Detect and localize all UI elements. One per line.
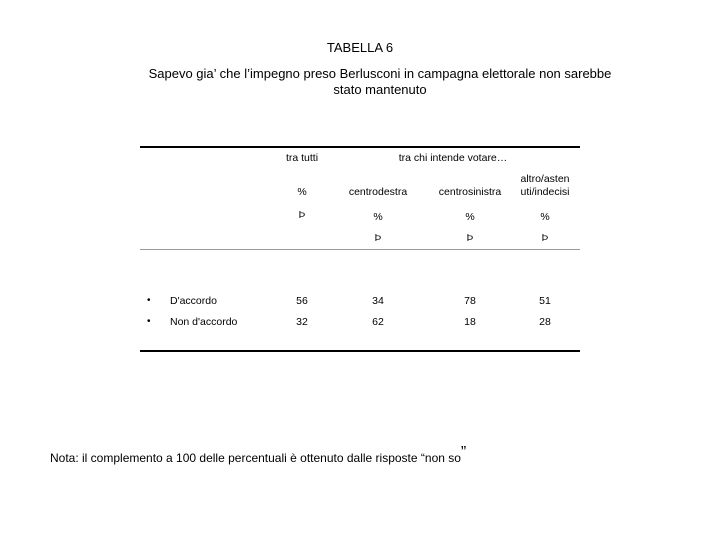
header-col-all-unit: % xyxy=(297,186,307,198)
note-text: Nota: il complemento a 100 delle percentuali è ottenuto dalle risposte “non so xyxy=(50,451,461,465)
header-unit-altro: % xyxy=(540,211,550,223)
header-col-altro-line-2: uti/indecisi xyxy=(520,186,570,198)
table-title: TABELLA 6 xyxy=(326,40,394,55)
subtitle-line-2: stato mantenuto xyxy=(333,82,427,97)
header-arrow-glyph-altro: Þ xyxy=(541,233,549,244)
header-rule xyxy=(140,249,580,250)
subtitle-line-1: Sapevo gia’ che l’impegno preso Berlusconi in campagna elettorale non sarebbe xyxy=(148,66,612,81)
cell-non-accordo-other: 28 xyxy=(539,316,551,328)
header-col-centrosinistra: centrosinistra xyxy=(438,186,502,198)
header-arrow-glyph-all: Þ xyxy=(298,210,306,221)
cell-accordo-cd: 34 xyxy=(372,295,384,307)
row-bullet: • xyxy=(147,316,151,327)
row-label-non-accordo: Non d'accordo xyxy=(170,316,238,328)
header-group-all: tra tutti xyxy=(285,152,319,164)
header-group-voters: tra chi intende votare… xyxy=(398,152,508,164)
row-label-accordo: D'accordo xyxy=(170,295,217,307)
table-top-rule xyxy=(140,146,580,148)
table-subtitle xyxy=(100,66,660,98)
header-arrow-glyph-centrosinistra: Þ xyxy=(466,233,474,244)
note-close-quote: ” xyxy=(460,444,467,461)
header-unit-centrosinistra: % xyxy=(465,211,475,223)
row-bullet: • xyxy=(147,295,151,306)
header-arrow-glyph-centrodestra: Þ xyxy=(374,233,382,244)
header-col-altro-line-1: altro/asten xyxy=(520,173,570,185)
header-col-centrodestra: centrodestra xyxy=(348,186,408,198)
cell-non-accordo-cd: 62 xyxy=(372,316,384,328)
table-note xyxy=(50,444,467,467)
cell-accordo-all: 56 xyxy=(296,295,308,307)
cell-accordo-cs: 78 xyxy=(464,295,476,307)
table-bottom-rule xyxy=(140,350,580,352)
header-unit-centrodestra: % xyxy=(373,211,383,223)
cell-accordo-other: 51 xyxy=(539,295,551,307)
header-col-altro xyxy=(510,173,580,199)
cell-non-accordo-cs: 18 xyxy=(464,316,476,328)
cell-non-accordo-all: 32 xyxy=(296,316,308,328)
